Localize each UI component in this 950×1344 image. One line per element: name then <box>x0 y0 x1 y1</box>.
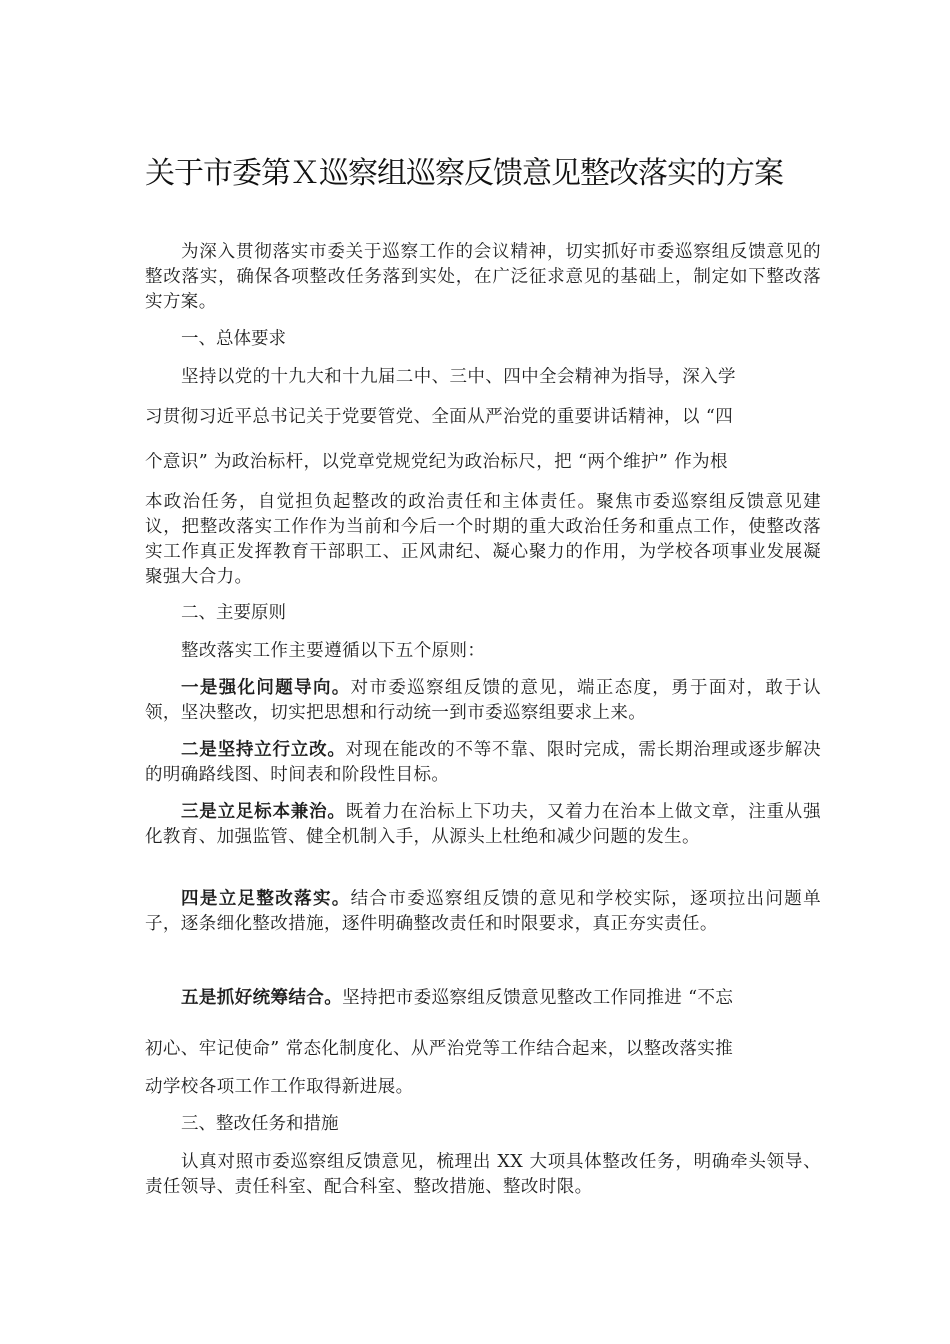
section1-line-3: 个意识” 为政治标杆，以党章党规党纪为政治标尺，把 “两个维护” 作为根 <box>145 452 728 472</box>
principle-text-3: 既着力在治标上下功夫，又着力在治本上做文章，注重从强化教育、加强监管、健全机制入手，从源头上杜绝和减少问题的发生。 <box>145 802 821 847</box>
principle-lead-3: 三是立足标本兼治。 <box>181 802 346 822</box>
principle-text-4: 结合市委巡察组反馈的意见和学校实际，逐项拉出问题单子，逐条细化整改措施，逐件明确整改责任和时限要求，真正夯实责任。 <box>145 889 821 934</box>
principle-paragraph-4 <box>145 887 821 937</box>
principle-paragraph-3 <box>145 800 821 850</box>
section-heading-general-requirements: 一、总体要求 <box>181 329 286 349</box>
section3-paragraph: 认真对照市委巡察组反馈意见，梳理出 XX 大项具体整改任务，明确牵头领导、责任领导、责任科室、配合科室、整改措施、整改时限。 <box>145 1152 821 1197</box>
principle-lead-2: 二是坚持立行立改。 <box>181 740 346 760</box>
principle-5-line-2: 初心、牢记使命” 常态化制度化、从严治党等工作结合起来，以整改落实推 <box>145 1039 734 1059</box>
principle-5-line-3: 动学校各项工作工作取得新进展。 <box>145 1077 414 1097</box>
intro-paragraph: 为深入贯彻落实市委关于巡察工作的会议精神，切实抓好市委巡察组反馈意见的整改落实，确保各项整改任务落到实处，在广泛征求意见的基础上，制定如下整改落实方案。 <box>145 242 821 312</box>
principle-lead-5: 五是抓好统筹结合。 <box>181 988 343 1008</box>
section-heading-main-principles: 二、主要原则 <box>181 603 286 623</box>
principle-lead-4: 四是立足整改落实。 <box>181 889 351 909</box>
section1-line-2: 习贯彻习近平总书记关于党要管党、全面从严治党的重要讲话精神，以 “四 <box>145 407 734 427</box>
document-title: 关于市委第Ｘ巡察组巡察反馈意见整改落实的方案 <box>145 156 783 191</box>
principle-5-line-1 <box>181 986 821 1011</box>
section1-line-1: 坚持以党的十九大和十九届二中、三中、四中全会精神为指导，深入学 <box>181 367 736 387</box>
principle-text-5-line-1: 坚持把市委巡察组反馈意见整改工作同推进 “不忘 <box>342 988 734 1008</box>
principle-lead-1: 一是强化问题导向。 <box>181 678 351 698</box>
principle-text-2: 对现在能改的不等不靠、限时完成，需长期治理或逐步解决的明确路线图、时间表和阶段性目标。 <box>145 740 821 785</box>
section1-paragraph-rest: 本政治任务，自觉担负起整改的政治责任和主体责任。聚焦市委巡察组反馈意见建议，把整改落实工作作为当前和今后一个时期的重大政治任务和重点工作，使整改落实工作真正发挥教育干部职工、正风肃纪、凝心聚力的作用，为学校各项事业发展凝聚强大合力。 <box>145 492 821 587</box>
section-heading-tasks-measures: 三、整改任务和措施 <box>181 1114 339 1134</box>
principle-text-1: 对市委巡察组反馈的意见，端正态度，勇于面对，敢于认领，坚决整改，切实把思想和行动统一到市委巡察组要求上来。 <box>145 678 821 723</box>
principles-intro: 整改落实工作主要遵循以下五个原则： <box>181 641 486 661</box>
principle-paragraph-2 <box>145 738 821 788</box>
principle-paragraph-1 <box>145 676 821 726</box>
